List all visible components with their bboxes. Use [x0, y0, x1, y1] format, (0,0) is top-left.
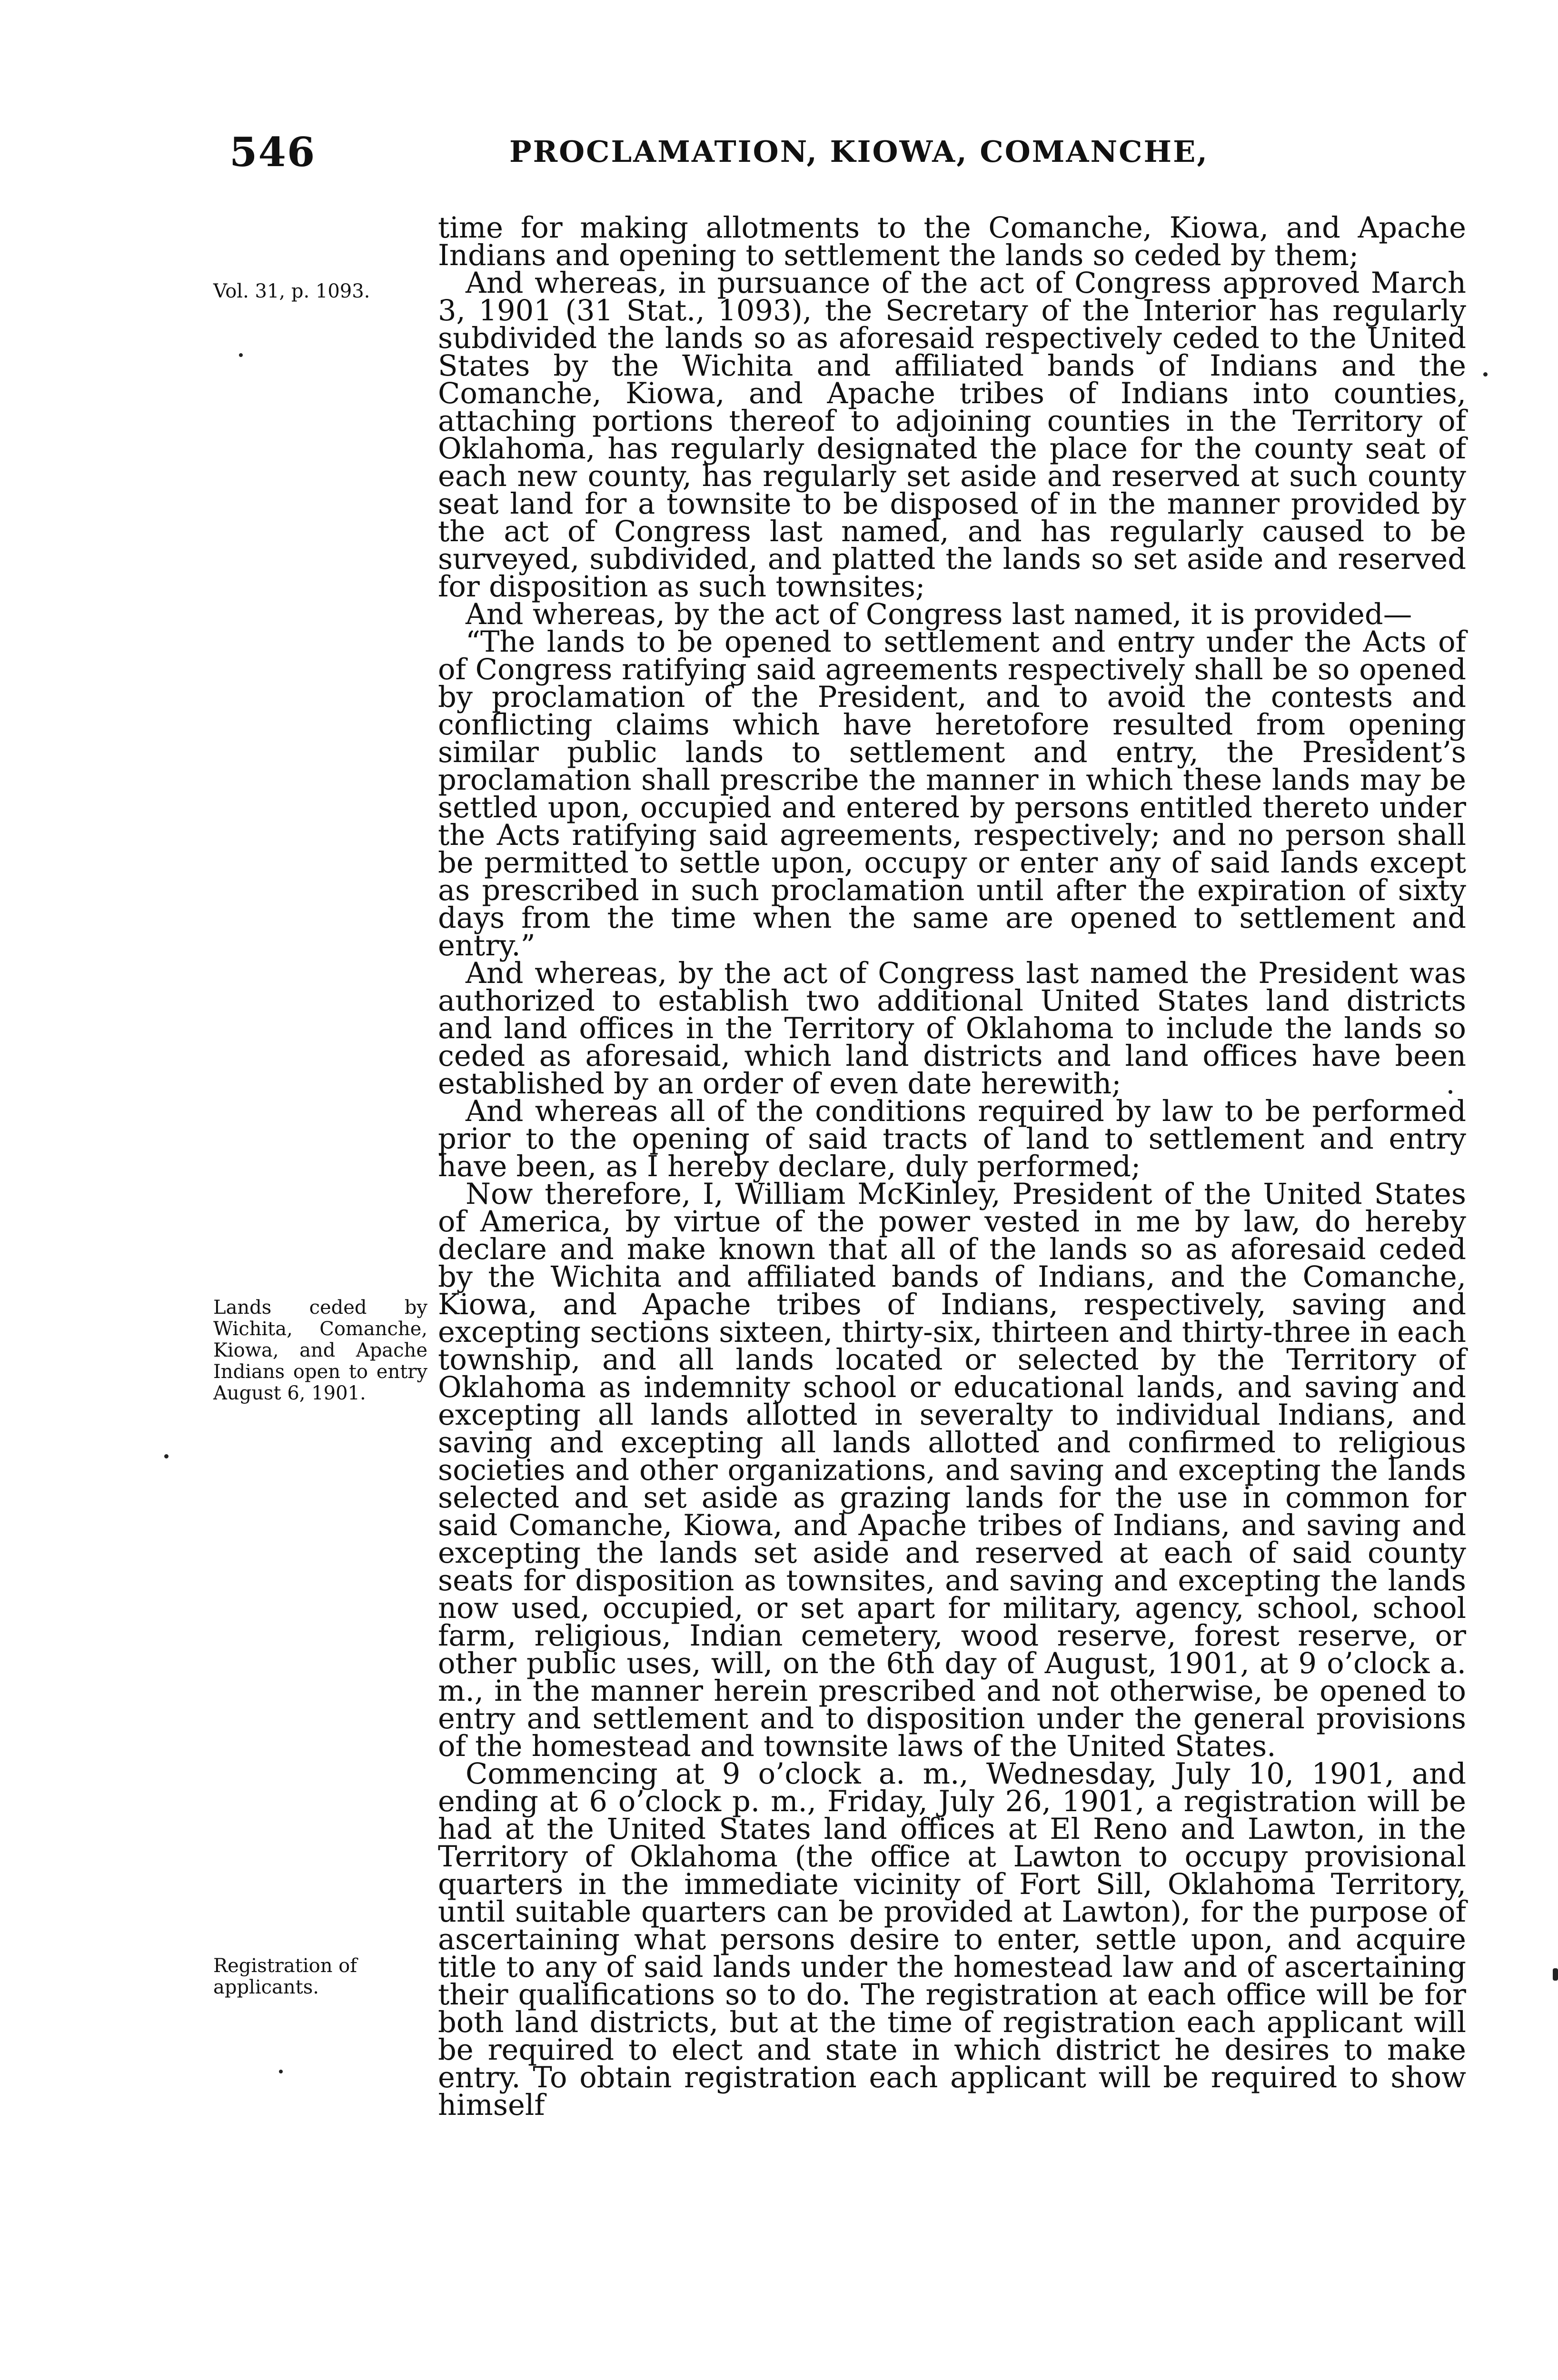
running-head: PROCLAMATION, KIOWA, COMANCHE, — [509, 134, 1209, 169]
page-number: 546 — [229, 129, 316, 176]
paragraph-whereas-provided: And whereas, by the act of Congress last named, it is provided— — [466, 598, 1412, 631]
paragraph-whereas-subdivided: And whereas, in pursuance of the act of Congress approved March 3, 1901 (31 Stat., 1093), the Secretary of the Interior has regularly subdivided the lands so as aforesaid respectively ceded to the United States by the Wichita and affiliated bands of Indians and the Comanche, Kiowa, and Apache tribes of Indians into counties, attaching portions thereof to adjoining counties in the Territory of Oklahoma, has regularly designated the place for the county seat of each new county, has regularly set aside and reserved at such county seat land for a townsite to be disposed of in the manner provided by the act of Congress last named, and has regularly caused to be surveyed, subdivided, and platted the lands so set aside and reserved for disposition as such townsites; — [438, 267, 1466, 604]
paragraph-quoted-act: “The lands to be opened to settlement and entry under the Acts of of Congress ratifying said agreements respectively shall be so opened by proclamation of the President, and to avoid the contests and conflicting claims which have heretofore resulted from opening similar public lands to settlement and entry, the President’s proclamation shall prescribe the manner in which these lands may be settled upon, occupied and entered by persons entitled thereto under the Acts ratifying said agreements, respectively; and no person shall be permitted to settle upon, occupy or enter any of said lands except as prescribed in such proclamation until after the expiration of sixty days from the time when the same are opened to settlement and entry.” — [438, 625, 1466, 962]
scan-speck — [1449, 1090, 1452, 1094]
paragraph-proclamation: Now therefore, I, William McKinley, President of the United States of America, by virtue of the power vested in me by law, do hereby declare and make known that all of the lands so as aforesaid ceded by the Wichita and affiliated bands of Indians, and the Comanche, Kiowa, and Apache tribes of Indians, respectively, saving and excepting sections sixteen, thirty-six, thirteen and thirty-three in each township, and all lands located or selected by the Territory of Oklahoma as indemnity school or educational lands, and saving and excepting all lands allotted in severalty to individual Indians, and saving and excepting all lands allotted and confirmed to religious societies and other organizations, and saving and excepting the lands selected and set aside as grazing lands for the use in common for said Comanche, Kiowa, and Apache tribes of Indians, and saving and excepting the lands set aside and reserved at each of said county seats for disposition as townsites, and saving and excepting the lands now used, occupied, or set apart for military, agency, school, school farm, religious, Indian cemetery, wood reserve, forest reserve, or other public uses, will, on the 6th day of August, 1901, at 9 o’clock a. m., in the manner herein prescribed and not otherwise, be opened to entry and settlement and to disposition under the general provisions of the homestead and townsite laws of the United States. — [438, 1178, 1466, 1763]
scan-speck — [164, 1454, 169, 1458]
paragraph-continuation: time for making allotments to the Comanche, Kiowa, and Apache Indians and opening to settlement the lands so ceded by them; — [438, 211, 1466, 272]
body-text — [438, 211, 1466, 2122]
margin-note-vol-ref: Vol. 31, p. 1093. — [213, 280, 370, 302]
scan-speck — [279, 2070, 283, 2073]
scan-speck — [1483, 372, 1488, 377]
scan-edge-mark — [1553, 1968, 1558, 1981]
paragraph-whereas-land-offices: And whereas, by the act of Congress last named the President was authorized to establish two additional United States land districts and land offices in the Territory of Oklahoma to include the lands so ceded as aforesaid, which land districts and land offices have been established by an order of even date herewith; — [438, 957, 1466, 1101]
page-header — [0, 129, 1558, 181]
margin-note-lands-ceded: Lands ceded by Wichita, Comanche, Kiowa, and Apache Indians open to entry August 6, 1901. — [213, 1297, 427, 1404]
paragraph-whereas-conditions: And whereas all of the conditions required by law to be performed prior to the opening of said tracts of land to settlement and entry have been, as I hereby declare, duly performed; — [438, 1095, 1466, 1183]
paragraph-registration: Commencing at 9 o’clock a. m., Wednesday, July 10, 1901, and ending at 6 o’clock p. m., Friday, July 26, 1901, a registration will be had at the United States land offices at El Reno and Lawton, in the Territory of Oklahoma (the office at Lawton to occupy provisional quarters in the immediate vicinity of Fort Sill, Oklahoma Territory, until suitable quarters can be provided at Lawton), for the purpose of ascertaining what persons desire to enter, settle upon, and acquire title to any of said lands under the homestead law and of ascertaining their qualifications so to do. The registration at each office will be for both land districts, but at the time of registration each applicant will be required to elect and state in which district he desires to make entry. To obtain registration each applicant will be required to show himself — [438, 1757, 1466, 2122]
scan-speck — [239, 353, 243, 357]
margin-note-registration: Registration of applicants. — [213, 1955, 357, 1998]
